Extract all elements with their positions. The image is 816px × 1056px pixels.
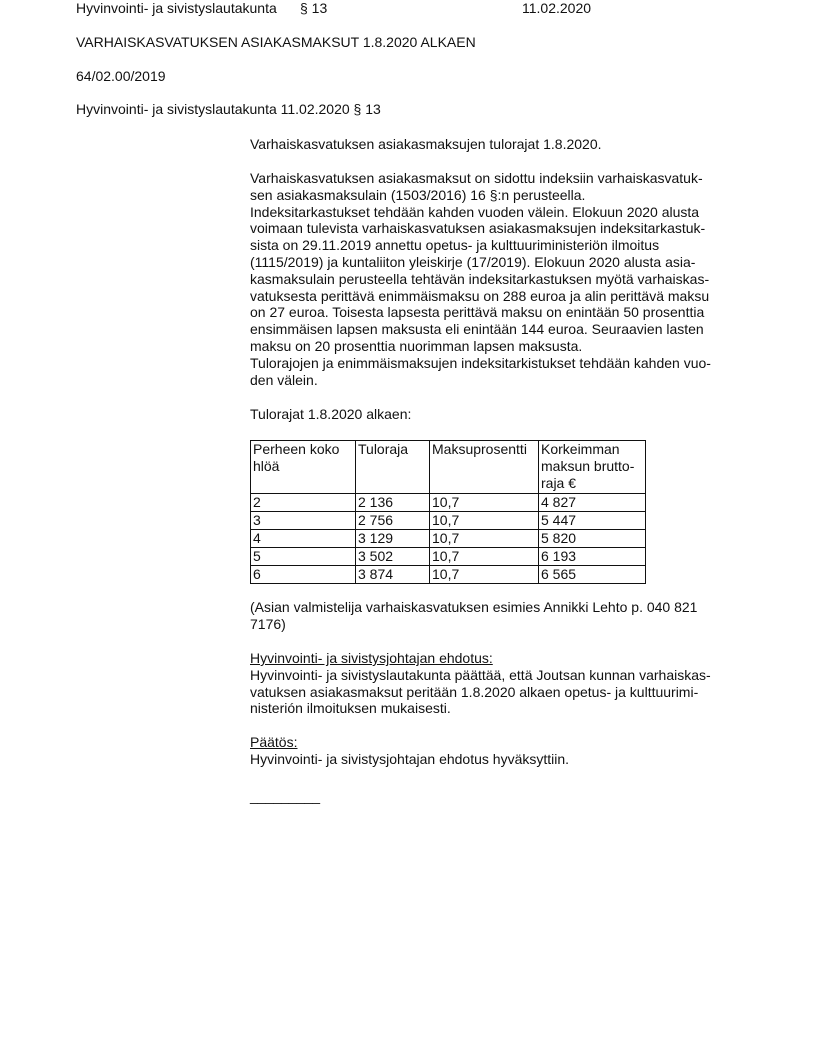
cell-fee-percent: 10,7 — [430, 548, 539, 566]
meeting-line: Hyvinvointi- ja sivistyslautakunta 11.02.2020 § 13 — [76, 101, 381, 117]
preparer-line: 7176) — [250, 615, 286, 632]
income-limits-table — [250, 440, 646, 584]
cell-max-fee-gross: 6 565 — [539, 566, 646, 584]
cell-family-size: 2 — [251, 494, 356, 512]
proposal-line: nisterión ilmoituksen mukaisesti. — [250, 700, 451, 717]
cell-income-limit: 2 756 — [356, 512, 430, 530]
intro-line: Varhaiskasvatuksen asiakasmaksujen tulorajat 1.8.2020. — [250, 136, 602, 152]
cell-max-fee-gross: 5 447 — [539, 512, 646, 530]
cell-income-limit: 3 502 — [356, 548, 430, 566]
cell-fee-percent: 10,7 — [430, 530, 539, 548]
record-number: 64/02.00/2019 — [76, 68, 166, 84]
header-committee: Hyvinvointi- ja sivistyslautakunta — [76, 0, 277, 16]
header-cell-family-size: Perheen koko hlöä — [251, 441, 356, 494]
decision-heading: Päätös: — [250, 734, 298, 750]
header-cell-income-limit: Tuloraja — [356, 441, 430, 494]
table-row — [251, 512, 646, 530]
table-row — [251, 566, 646, 584]
proposal-section — [250, 650, 745, 717]
paragraph-line: sen asiakasmaksulain (1503/2016) 16 §:n perusteella. — [250, 186, 586, 203]
proposal-line: Hyvinvointi- ja sivistyslautakunta päättää, että Joutsan kunnan varhaiskas- — [250, 666, 711, 683]
cell-family-size: 3 — [251, 512, 356, 530]
header-section: § 13 — [300, 0, 328, 16]
paragraph-line: maksu on 20 prosenttia nuorimman lapsen maksusta. — [250, 337, 583, 354]
header-date: 11.02.2020 — [522, 0, 592, 16]
decision-text: Hyvinvointi- ja sivistysjohtajan ehdotus hyväksyttiin. — [250, 750, 570, 767]
table-row — [251, 494, 646, 512]
paragraph-line: Indeksitarkastukset tehdään kahden vuoden välein. Elokuun 2020 alusta — [250, 203, 700, 220]
paragraph-line: Varhaiskasvatuksen asiakasmaksut on sidottu indeksiin varhaiskasvatuk- — [250, 170, 703, 186]
header-cell-fee-percent: Maksuprosentti — [430, 441, 539, 494]
paragraph-line: sista on 29.11.2019 annettu opetus- ja kulttuuriministeriön ilmoitus — [250, 237, 660, 254]
cell-fee-percent: 10,7 — [430, 566, 539, 584]
cell-income-limit: 2 136 — [356, 494, 430, 512]
cell-income-limit: 3 874 — [356, 566, 430, 584]
paragraph-line: kasmaksulain perusteella tehtävän indeksitarkastuksen myötä varhaiskas- — [250, 270, 710, 287]
table-caption: Tulorajat 1.8.2020 alkaen: — [250, 406, 412, 422]
paragraph-line: ensimmäisen lapsen maksusta eli enintään 144 euroa. Seuraavien lasten — [250, 321, 704, 338]
cell-family-size: 4 — [251, 530, 356, 548]
proposal-heading: Hyvinvointi- ja sivistysjohtajan ehdotus: — [250, 650, 493, 666]
table-row — [251, 530, 646, 548]
paragraph-line: Tulorajojen ja enimmäismaksujen indeksitarkistukset tehdään kahden vuo- — [250, 354, 711, 371]
main-paragraph — [250, 170, 745, 388]
proposal-line: vatuksen asiakasmaksut peritään 1.8.2020 alkaen opetus- ja kulttuurimi- — [250, 683, 699, 700]
cell-max-fee-gross: 4 827 — [539, 494, 646, 512]
cell-income-limit: 3 129 — [356, 530, 430, 548]
document-title: VARHAISKASVATUKSEN ASIAKASMAKSUT 1.8.2020 ALKAEN — [76, 34, 476, 50]
cell-fee-percent: 10,7 — [430, 512, 539, 530]
paragraph-line: vatuksesta perittävä enimmäismaksu on 288 euroa ja alin perittävä maksu — [250, 287, 710, 304]
paragraph-line: on 27 euroa. Toisesta lapsesta perittävä maksu on enintään 50 prosenttia — [250, 304, 705, 321]
cell-fee-percent: 10,7 — [430, 494, 539, 512]
signature-line: _________ — [250, 788, 321, 804]
cell-family-size: 5 — [251, 548, 356, 566]
cell-max-fee-gross: 6 193 — [539, 548, 646, 566]
decision-section — [250, 734, 745, 768]
table-header-row — [251, 441, 646, 494]
preparer-note — [250, 599, 745, 633]
header-cell-max-fee-gross: Korkeimman maksun brutto- raja € — [539, 441, 646, 494]
table-row — [251, 548, 646, 566]
cell-max-fee-gross: 5 820 — [539, 530, 646, 548]
preparer-line: (Asian valmistelija varhaiskasvatuksen esimies Annikki Lehto p. 040 821 — [250, 599, 698, 615]
paragraph-line: voimaan tulevista varhaiskasvatuksen asiakasmaksujen indeksitarkastuk- — [250, 220, 706, 237]
cell-family-size: 6 — [251, 566, 356, 584]
paragraph-line: den välein. — [250, 371, 318, 388]
paragraph-line: (1115/2019) ja kuntaliiton yleiskirje (17/2019). Elokuun 2020 alusta asia- — [250, 253, 696, 270]
